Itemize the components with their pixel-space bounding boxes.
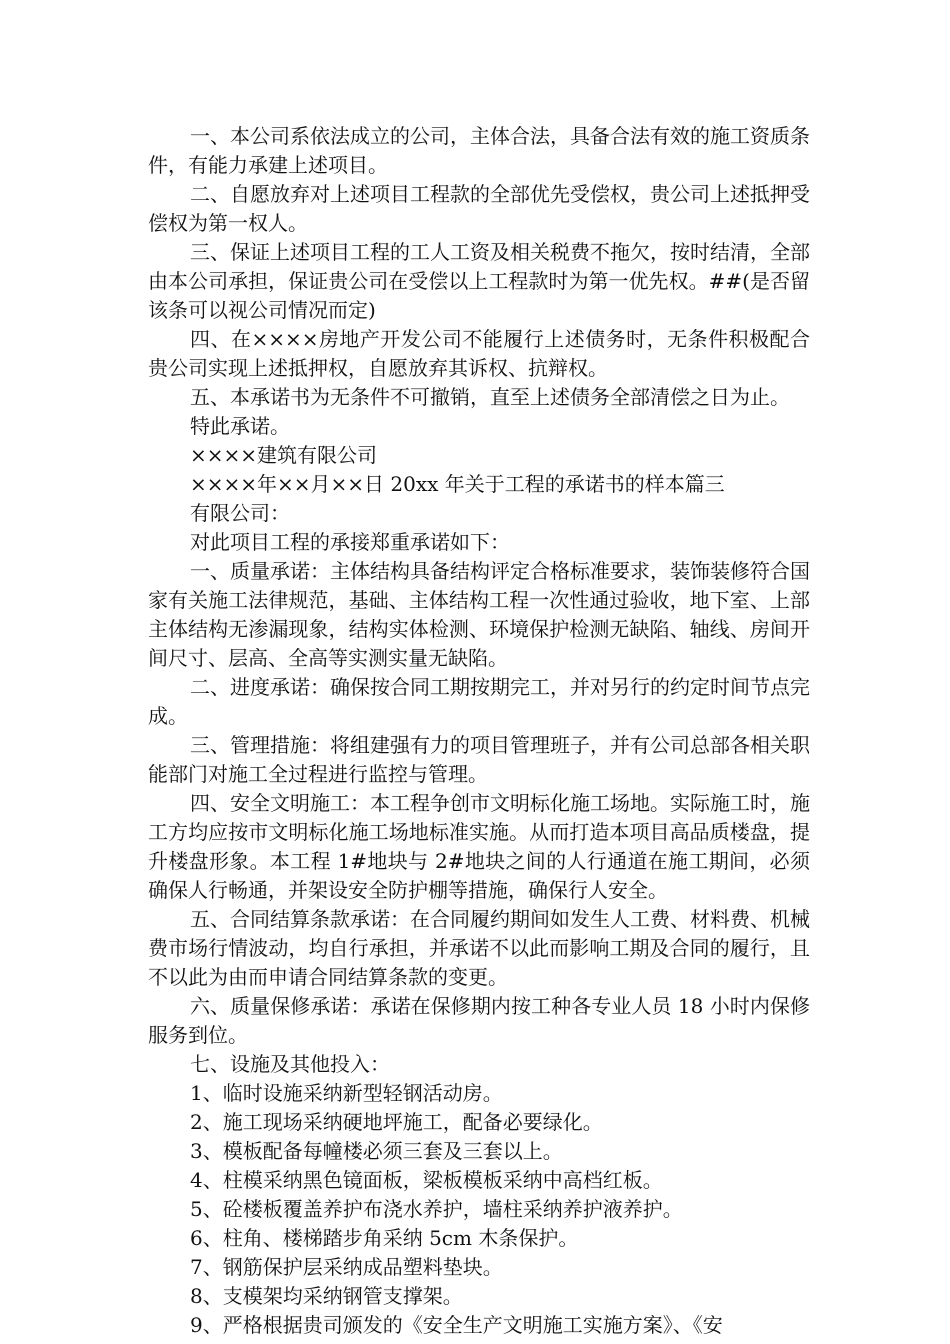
list-item-4: 4、柱模采纳黑色镜面板，梁板模板采纳中高档红板。	[190, 1168, 663, 1192]
list-item-9: 9、严格根据贵司颁发的《安全生产文明施工实施方案》、《安	[190, 1313, 723, 1337]
clause-4: 四、在××××房地产开发公司不能履行上述债务时，无条件积极配合贵公司实现上述抵押权，自愿放弃其诉权、抗辩权。	[148, 327, 810, 380]
intro-line: 对此项目工程的承接郑重承诺如下：	[190, 530, 510, 554]
management-measures: 三、管理措施：将组建强有力的项目管理班子，并有公司总部各相关职能部门对施工全过程进行监控与管理。	[148, 733, 810, 786]
clause-5: 五、本承诺书为无条件不可撤销，直至上述债务全部清偿之日为止。	[190, 385, 790, 409]
list-item-8: 8、支模架均采纳钢管支撑架。	[190, 1284, 463, 1308]
facilities-heading: 七、设施及其他投入：	[190, 1052, 390, 1076]
schedule-commitment: 二、进度承诺：确保按合同工期按期完工，并对另行的约定时间节点完成。	[148, 675, 810, 728]
signatory-company: ××××建筑有限公司	[190, 443, 378, 467]
addressee: 有限公司：	[190, 501, 290, 525]
list-item-3: 3、模板配备每幢楼必须三套及三套以上。	[190, 1139, 563, 1163]
safety-construction: 四、安全文明施工：本工程争创市文明标化施工场地。实际施工时，施工方均应按市文明标化施工场地标准实施。从而打造本项目高品质楼盘，提升楼盘形象。本工程 1#地块与 2#地块之间的人行通道在施工期间，必须确保人行畅通，并架设安全防护棚等措施，确保行人安全。	[148, 791, 810, 902]
date-and-section-title: ××××年××月××日 20xx 年关于工程的承诺书的样本篇三	[190, 472, 725, 496]
clause-1: 一、本公司系依法成立的公司，主体合法，具备合法有效的施工资质条件，有能力承建上述项目。	[148, 124, 810, 177]
clause-3: 三、保证上述项目工程的工人工资及相关税费不拖欠，按时结清，全部由本公司承担，保证贵公司在受偿以上工程款时为第一优先权。##(是否留该条可以视公司情况而定)	[148, 240, 810, 322]
list-item-1: 1、临时设施采纳新型轻钢活动房。	[190, 1081, 503, 1105]
closing-statement: 特此承诺。	[190, 414, 290, 438]
quality-commitment: 一、质量承诺：主体结构具备结构评定合格标准要求，装饰装修符合国家有关施工法律规范，基础、主体结构工程一次性通过验收，地下室、上部主体结构无渗漏现象，结构实体检测、环境保护检测无缺陷、轴线、房间开间尺寸、层高、全高等实测实量无缺陷。	[148, 559, 810, 670]
list-item-2: 2、施工现场采纳硬地坪施工，配备必要绿化。	[190, 1110, 603, 1134]
list-item-5: 5、砼楼板覆盖养护布浇水养护，墙柱采纳养护液养护。	[190, 1197, 683, 1221]
warranty-commitment: 六、质量保修承诺：承诺在保修期内按工种各专业人员 18 小时内保修服务到位。	[148, 994, 810, 1047]
settlement-terms: 五、合同结算条款承诺：在合同履约期间如发生人工费、材料费、机械费市场行情波动，均自行承担，并承诺不以此而影响工期及合同的履行，且不以此为由而申请合同结算条款的变更。	[148, 907, 810, 989]
list-item-6: 6、柱角、楼梯踏步角采纳 5cm 木条保护。	[190, 1226, 579, 1250]
list-item-7: 7、钢筋保护层采纳成品塑料垫块。	[190, 1255, 503, 1279]
clause-2: 二、自愿放弃对上述项目工程款的全部优先受偿权，贵公司上述抵押受偿权为第一权人。	[148, 182, 810, 235]
document-body	[148, 122, 810, 1340]
